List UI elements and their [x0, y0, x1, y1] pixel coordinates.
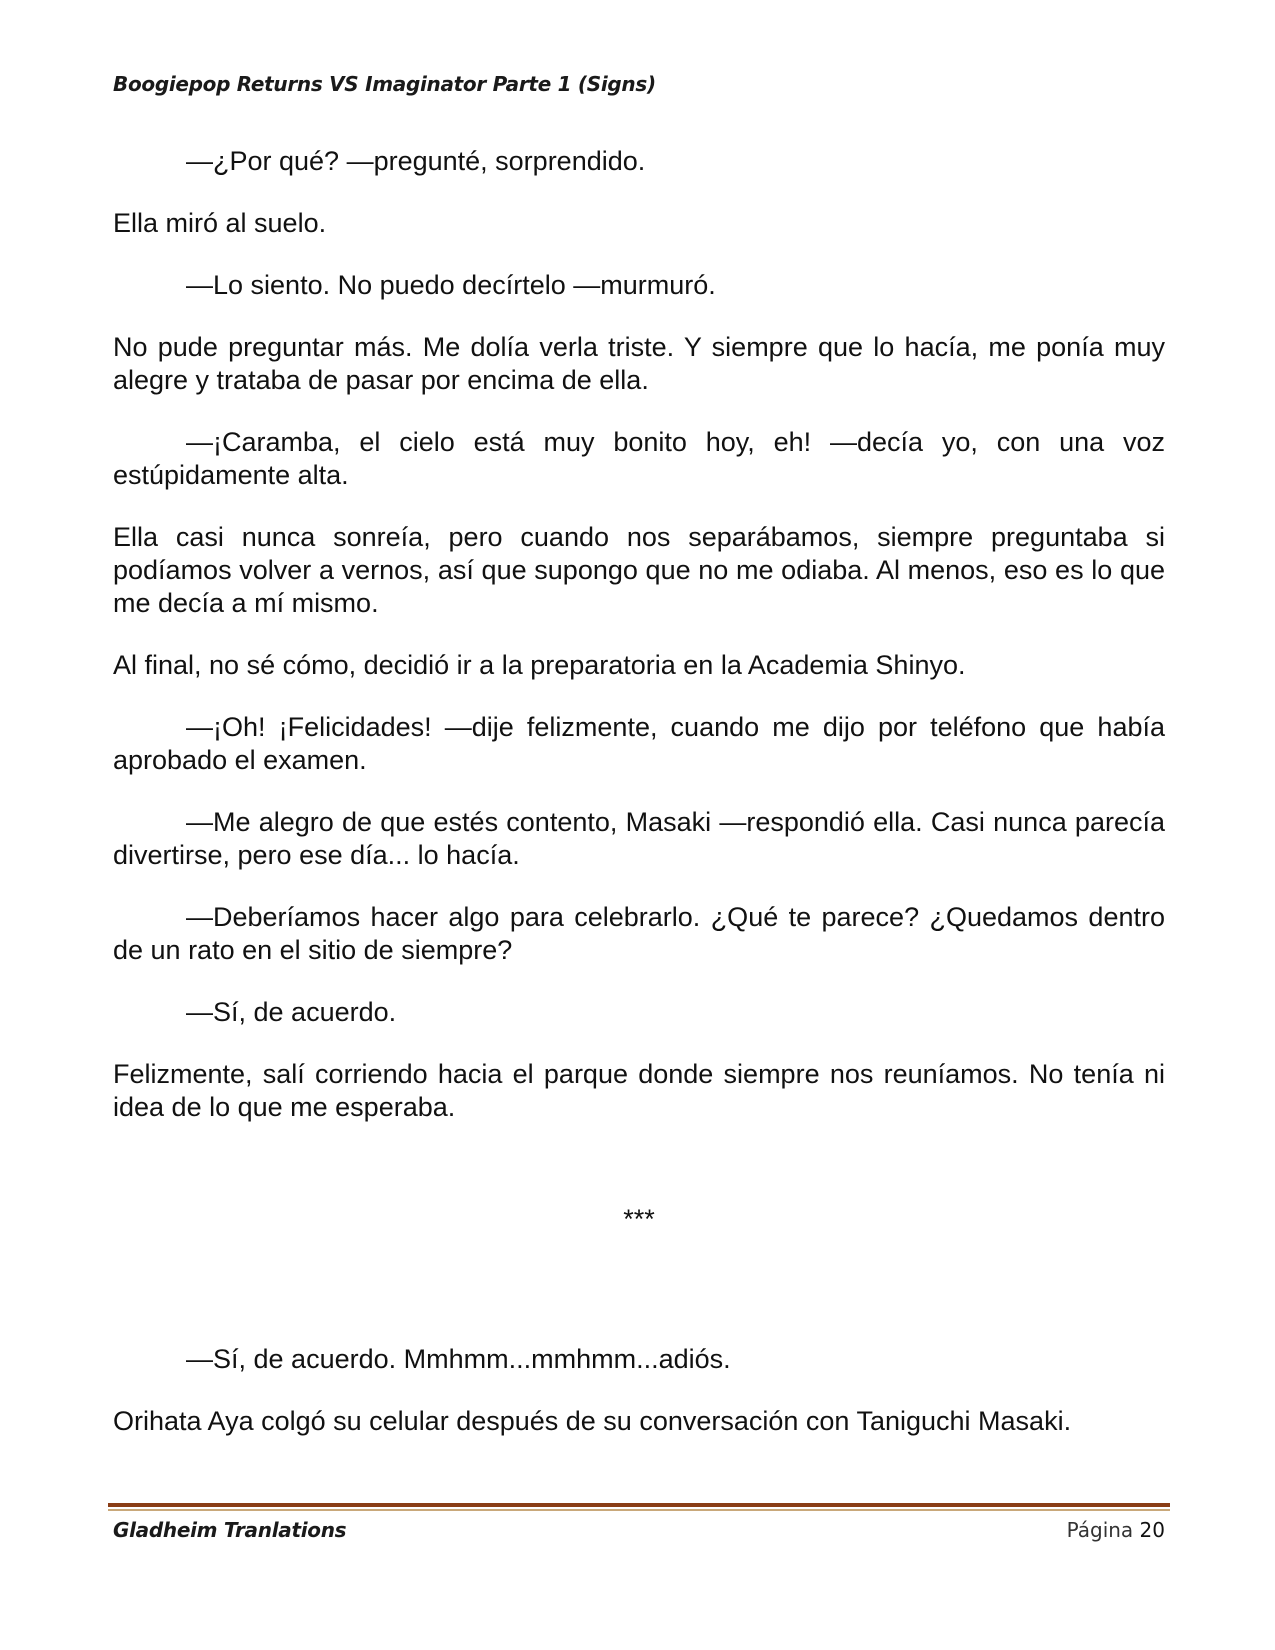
page-label: Página	[1066, 1518, 1134, 1542]
paragraph: —¡Caramba, el cielo está muy bonito hoy, eh! —decía yo, con una voz estúpidamente alta.	[113, 427, 1165, 490]
paragraph: —Lo siento. No puedo decírtelo —murmuró.	[186, 270, 716, 300]
paragraph: Al final, no sé cómo, decidió ir a la preparatoria en la Academia Shinyo.	[113, 650, 966, 680]
footer-credit: Gladheim Tranlations	[113, 1518, 347, 1542]
paragraph: —Sí, de acuerdo.	[186, 997, 397, 1027]
spacer	[113, 1153, 1165, 1203]
scene-separator: ***	[623, 1204, 655, 1234]
document-body	[113, 145, 1165, 1467]
paragraph: —Sí, de acuerdo. Mmhmm...mmhmm...adiós.	[186, 1344, 731, 1374]
page-number-value: 20	[1139, 1518, 1165, 1542]
paragraph: —Deberíamos hacer algo para celebrarlo. ¿Qué te parece? ¿Quedamos dentro de un rato en el sitio de siempre?	[113, 902, 1165, 965]
paragraph: Ella miró al suelo.	[113, 208, 327, 238]
paragraph: Ella casi nunca sonreía, pero cuando nos separábamos, siempre preguntaba si podíamos volver a vernos, así que supongo que no me odiaba. Al menos, eso es lo que me decía a mí mismo.	[113, 522, 1165, 618]
footer-divider	[108, 1503, 1170, 1513]
page-header-title: Boogiepop Returns VS Imaginator Parte 1 (Signs)	[113, 72, 656, 96]
paragraph: Orihata Aya colgó su celular después de su conversación con Taniguchi Masaki.	[113, 1406, 1072, 1436]
paragraph: Felizmente, salí corriendo hacia el parque donde siempre nos reuníamos. No tenía ni idea de lo que me esperaba.	[113, 1059, 1165, 1122]
spacer	[113, 1265, 1165, 1343]
page-number	[1067, 1518, 1165, 1542]
paragraph: —¿Por qué? —pregunté, sorprendido.	[186, 146, 646, 176]
paragraph: —¡Oh! ¡Felicidades! —dije felizmente, cuando me dijo por teléfono que había aprobado el examen.	[113, 712, 1165, 775]
paragraph: No pude preguntar más. Me dolía verla triste. Y siempre que lo hacía, me ponía muy alegre y trataba de pasar por encima de ella.	[113, 332, 1165, 395]
paragraph: —Me alegro de que estés contento, Masaki —respondió ella. Casi nunca parecía divertirse, pero ese día... lo hacía.	[113, 807, 1165, 870]
